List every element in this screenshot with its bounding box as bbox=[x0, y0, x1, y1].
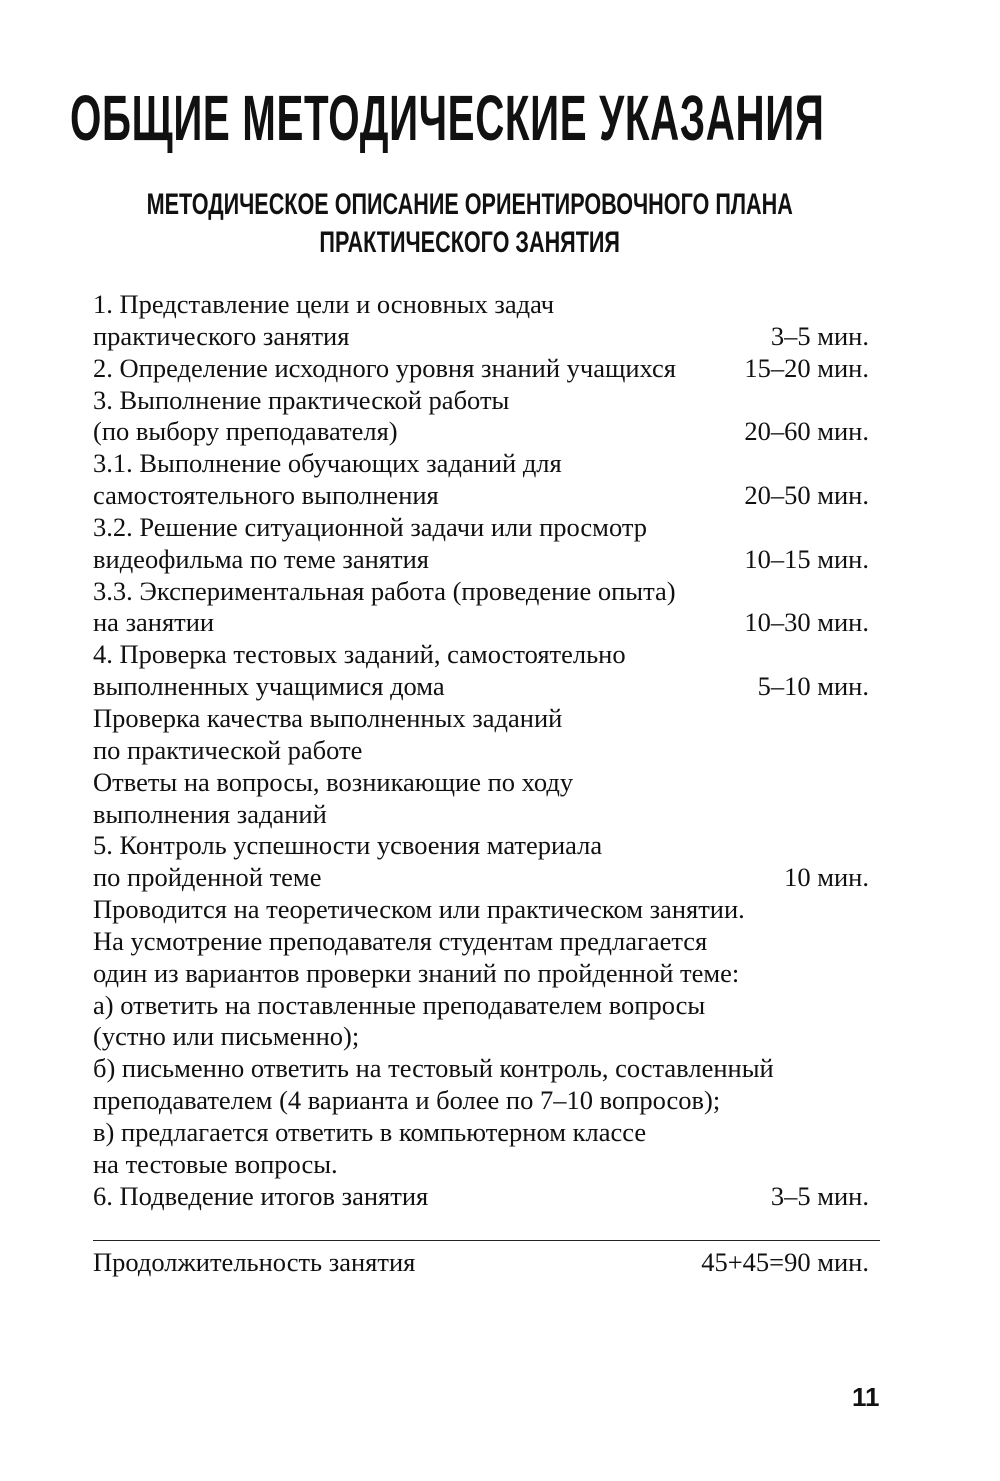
plan-row-time: 15–20 мин. bbox=[744, 352, 869, 383]
plan-row-text: 3. Выполнение практической работы bbox=[93, 384, 510, 415]
plan-row-text: на занятии bbox=[93, 607, 215, 638]
plan-row bbox=[93, 990, 869, 1022]
plan-row bbox=[93, 862, 869, 894]
divider bbox=[93, 1240, 880, 1241]
plan-row-text: (устно или письменно); bbox=[93, 1021, 360, 1052]
plan-row-text: преподавателем (4 варианта и более по 7–10 вопросов); bbox=[93, 1085, 721, 1116]
section-heading-line-2: ПРАКТИЧЕСКОГО ЗАНЯТИЯ bbox=[319, 226, 621, 259]
section-heading bbox=[0, 186, 940, 262]
plan-row bbox=[93, 1053, 869, 1085]
plan-row bbox=[93, 671, 869, 703]
plan-row bbox=[93, 799, 869, 831]
plan-row-text: на тестовые вопросы. bbox=[93, 1148, 338, 1179]
plan-row-text: один из вариантов проверки знаний по пройденной теме: bbox=[93, 957, 740, 988]
plan-row bbox=[93, 607, 869, 639]
plan-row bbox=[93, 926, 869, 958]
plan-row-text: б) письменно ответить на тестовый контроль, составленный bbox=[93, 1053, 774, 1084]
plan-row-text: Проверка качества выполненных заданий bbox=[93, 702, 563, 733]
plan-row-text: практического занятия bbox=[93, 320, 350, 351]
plan-row bbox=[93, 767, 869, 799]
plan-row-time: 10 мин. bbox=[784, 862, 869, 893]
plan-row-text: 3.3. Экспериментальная работа (проведение опыта) bbox=[93, 575, 676, 606]
plan-row-text: Ответы на вопросы, возникающие по ходу bbox=[93, 766, 574, 797]
plan-row-text: видеофильма по теме занятия bbox=[93, 543, 429, 574]
plan-row-time: 3–5 мин. bbox=[770, 1180, 869, 1211]
plan-row bbox=[93, 958, 869, 990]
plan-row-text: (по выбору преподавателя) bbox=[93, 416, 398, 447]
total-label: Продолжительность занятия bbox=[93, 1247, 416, 1277]
page-number: 11 bbox=[852, 1382, 880, 1412]
section-heading-line-1: МЕТОДИЧЕСКОЕ ОПИСАНИЕ ОРИЕНТИРОВОЧНОГО ПЛАНА bbox=[146, 188, 794, 221]
total-duration-row bbox=[93, 1246, 869, 1278]
plan-row bbox=[93, 1085, 869, 1117]
plan-row-text: выполнения заданий bbox=[93, 798, 327, 829]
plan-row bbox=[93, 321, 869, 353]
plan-row-text: 4. Проверка тестовых заданий, самостоятельно bbox=[93, 639, 626, 670]
plan-row bbox=[93, 1149, 869, 1181]
plan-row-text: 5. Контроль успешности усвоения материала bbox=[93, 830, 603, 861]
plan-row-time: 10–30 мин. bbox=[744, 607, 869, 638]
page-title: ОБЩИЕ МЕТОДИЧЕСКИЕ УКАЗАНИЯ bbox=[70, 82, 825, 154]
plan-row-time: 3–5 мин. bbox=[770, 320, 869, 351]
plan-row-text: по пройденной теме bbox=[93, 862, 322, 893]
plan-row bbox=[93, 703, 869, 735]
plan-row bbox=[93, 735, 869, 767]
plan-row bbox=[93, 830, 869, 862]
plan-row-text: Проводится на теоретическом или практическом занятии. bbox=[93, 894, 745, 925]
plan-row bbox=[93, 639, 869, 671]
plan-row bbox=[93, 894, 869, 926]
plan-row-text: выполненных учащимися дома bbox=[93, 671, 445, 702]
plan-row-time: 10–15 мин. bbox=[744, 543, 869, 574]
plan-row-text: по практической работе bbox=[93, 734, 363, 765]
plan-row bbox=[93, 576, 869, 608]
plan-row bbox=[93, 1021, 869, 1053]
plan-row-time: 20–60 мин. bbox=[744, 416, 869, 447]
plan-row bbox=[93, 1181, 869, 1213]
plan-row-text: На усмотрение преподавателя студентам предлагается bbox=[93, 925, 708, 956]
plan-row bbox=[93, 385, 869, 417]
plan-row-text: в) предлагается ответить в компьютерном классе bbox=[93, 1116, 647, 1147]
total-value: 45+45=90 мин. bbox=[701, 1247, 869, 1277]
plan-row-time: 20–50 мин. bbox=[744, 480, 869, 511]
plan-row bbox=[93, 448, 869, 480]
plan-row-text: 3.2. Решение ситуационной задачи или просмотр bbox=[93, 511, 648, 542]
lesson-plan bbox=[93, 289, 869, 1212]
plan-row bbox=[93, 480, 869, 512]
plan-row-text: 1. Представление цели и основных задач bbox=[93, 289, 555, 319]
plan-row bbox=[93, 353, 869, 385]
plan-row-text: 2. Определение исходного уровня знаний учащихся bbox=[93, 352, 676, 383]
plan-row-time: 5–10 мин. bbox=[757, 671, 869, 702]
plan-row-text: 6. Подведение итогов занятия bbox=[93, 1180, 429, 1211]
plan-row-text: самостоятельного выполнения bbox=[93, 480, 439, 511]
plan-row-text: 3.1. Выполнение обучающих заданий для bbox=[93, 448, 562, 479]
plan-row bbox=[93, 544, 869, 576]
plan-row bbox=[93, 416, 869, 448]
plan-row bbox=[93, 1117, 869, 1149]
plan-row bbox=[93, 512, 869, 544]
plan-row bbox=[93, 289, 869, 321]
plan-row-text: а) ответить на поставленные преподавателем вопросы bbox=[93, 989, 706, 1020]
